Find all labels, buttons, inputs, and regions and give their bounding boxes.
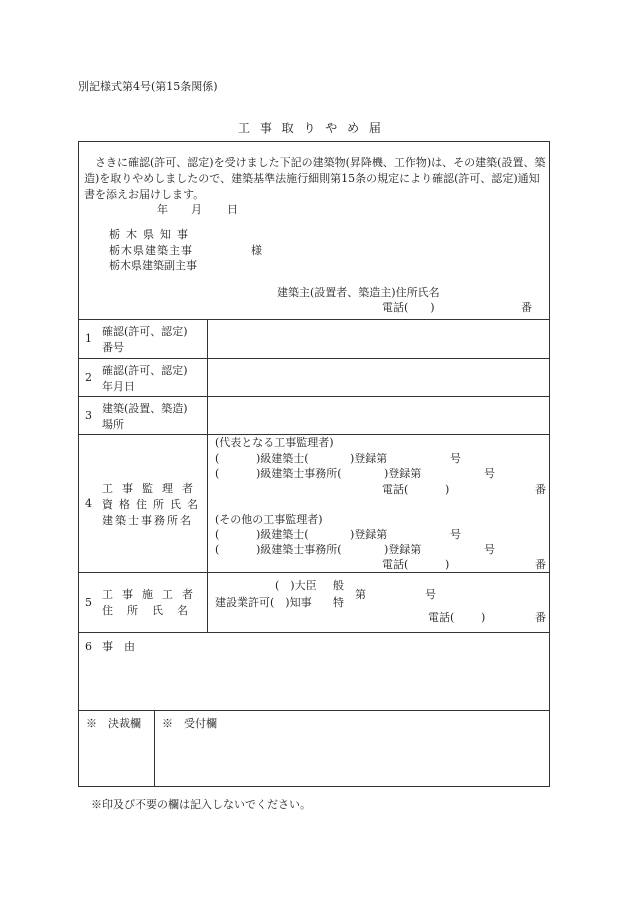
registration-no: )登録第	[350, 452, 388, 465]
column-divider	[154, 710, 155, 787]
row-label: 確認(許可、認定)	[102, 364, 188, 377]
date-day: 日	[227, 203, 238, 216]
phone-label: 電話(	[382, 558, 409, 571]
go-suffix: 号	[450, 452, 461, 465]
ban-suffix: 番	[535, 483, 546, 496]
applicant-label: 建築主(設置者、築造主)住所氏名	[277, 286, 440, 299]
row-number: 4	[85, 497, 92, 510]
registration-no: )登録第	[384, 543, 422, 556]
row-label: 工事監理者	[102, 482, 202, 495]
paren: (	[215, 543, 220, 556]
applicant-phone-suffix: 番	[521, 301, 532, 314]
registration-no: )登録第	[384, 467, 422, 480]
phone-close: )	[445, 483, 450, 496]
form-title: 工 事 取 り や め 届	[238, 121, 384, 135]
ban-suffix: 番	[535, 558, 546, 571]
intro-text: さきに確認(許可、認定)を受けました下記の建築物(昇降機、工作物)は、その建築(設置、築造)を取りやめしましたので、建築基準法施行細則第15条の規定により確認(許可、認定)通知書を添えお届けします。	[84, 156, 546, 201]
registration-no: )登録第	[350, 528, 388, 541]
addressee-deputy: 栃木県建築副主事	[109, 259, 197, 272]
phone-close: )	[481, 611, 486, 624]
go-suffix: 号	[484, 467, 495, 480]
row-label: 建築(設置、築造)	[102, 402, 188, 415]
row-label: 番号	[102, 341, 124, 354]
addressee-chief: 栃木県建築主事	[109, 244, 193, 257]
go-suffix: 号	[425, 588, 436, 601]
divider	[78, 710, 550, 711]
paren: (	[215, 467, 220, 480]
column-divider	[207, 319, 208, 632]
divider	[78, 434, 550, 435]
go-suffix: 号	[450, 528, 461, 541]
divider	[78, 572, 550, 573]
minister-permit: ( )大臣	[275, 579, 317, 592]
date-year: 年	[157, 203, 168, 216]
row-number: 2	[85, 371, 92, 384]
row-label: 確認(許可、認定)	[102, 325, 188, 338]
footnote: ※印及び不要の欄は記入しないでください。	[91, 798, 311, 811]
row-label: 住所氏名	[102, 604, 202, 617]
reception-box-label: ※ 受付欄	[162, 717, 217, 730]
phone-label: 電話(	[428, 611, 455, 624]
rep-heading: (代表となる工事監理者)	[215, 436, 334, 449]
divider	[78, 632, 550, 633]
applicant-phone: 電話( )	[382, 301, 435, 314]
grade-architect: )級建築士(	[256, 528, 309, 541]
other-heading: (その他の工事監理者)	[215, 513, 323, 526]
license-label: 建設業許可( )知事	[215, 596, 312, 609]
row-number: 6	[85, 640, 92, 653]
form-number: 別記様式第4号(第15条関係)	[78, 80, 218, 93]
row-label: 建築士事務所名	[102, 514, 193, 527]
row-label: 工事施工者	[102, 588, 202, 601]
special-permit: 特	[333, 596, 344, 609]
addressee-governor: 栃木県知事	[109, 228, 194, 241]
paren: (	[215, 528, 220, 541]
phone-label: 電話(	[382, 483, 409, 496]
row-number: 5	[85, 596, 92, 609]
row-number: 1	[85, 332, 92, 345]
general-permit: 般	[333, 579, 344, 592]
phone-close: )	[445, 558, 450, 571]
honorific: 様	[251, 244, 262, 257]
row-number: 3	[85, 409, 92, 422]
row-label: 場所	[102, 418, 124, 431]
grade-office: )級建築士事務所(	[256, 543, 342, 556]
paren: (	[215, 452, 220, 465]
grade-office: )級建築士事務所(	[256, 467, 342, 480]
date-month: 月	[191, 203, 202, 216]
ban-suffix: 番	[535, 611, 546, 624]
grade-architect: )級建築士(	[256, 452, 309, 465]
dai-prefix: 第	[355, 588, 366, 601]
divider	[78, 358, 550, 359]
go-suffix: 号	[484, 543, 495, 556]
reason-label: 事 由	[102, 640, 135, 653]
divider	[78, 396, 550, 397]
divider	[78, 319, 550, 320]
decision-box-label: ※ 決裁欄	[86, 717, 141, 730]
row-label: 資格住所氏名	[102, 498, 204, 511]
row-label: 年月日	[102, 380, 135, 393]
